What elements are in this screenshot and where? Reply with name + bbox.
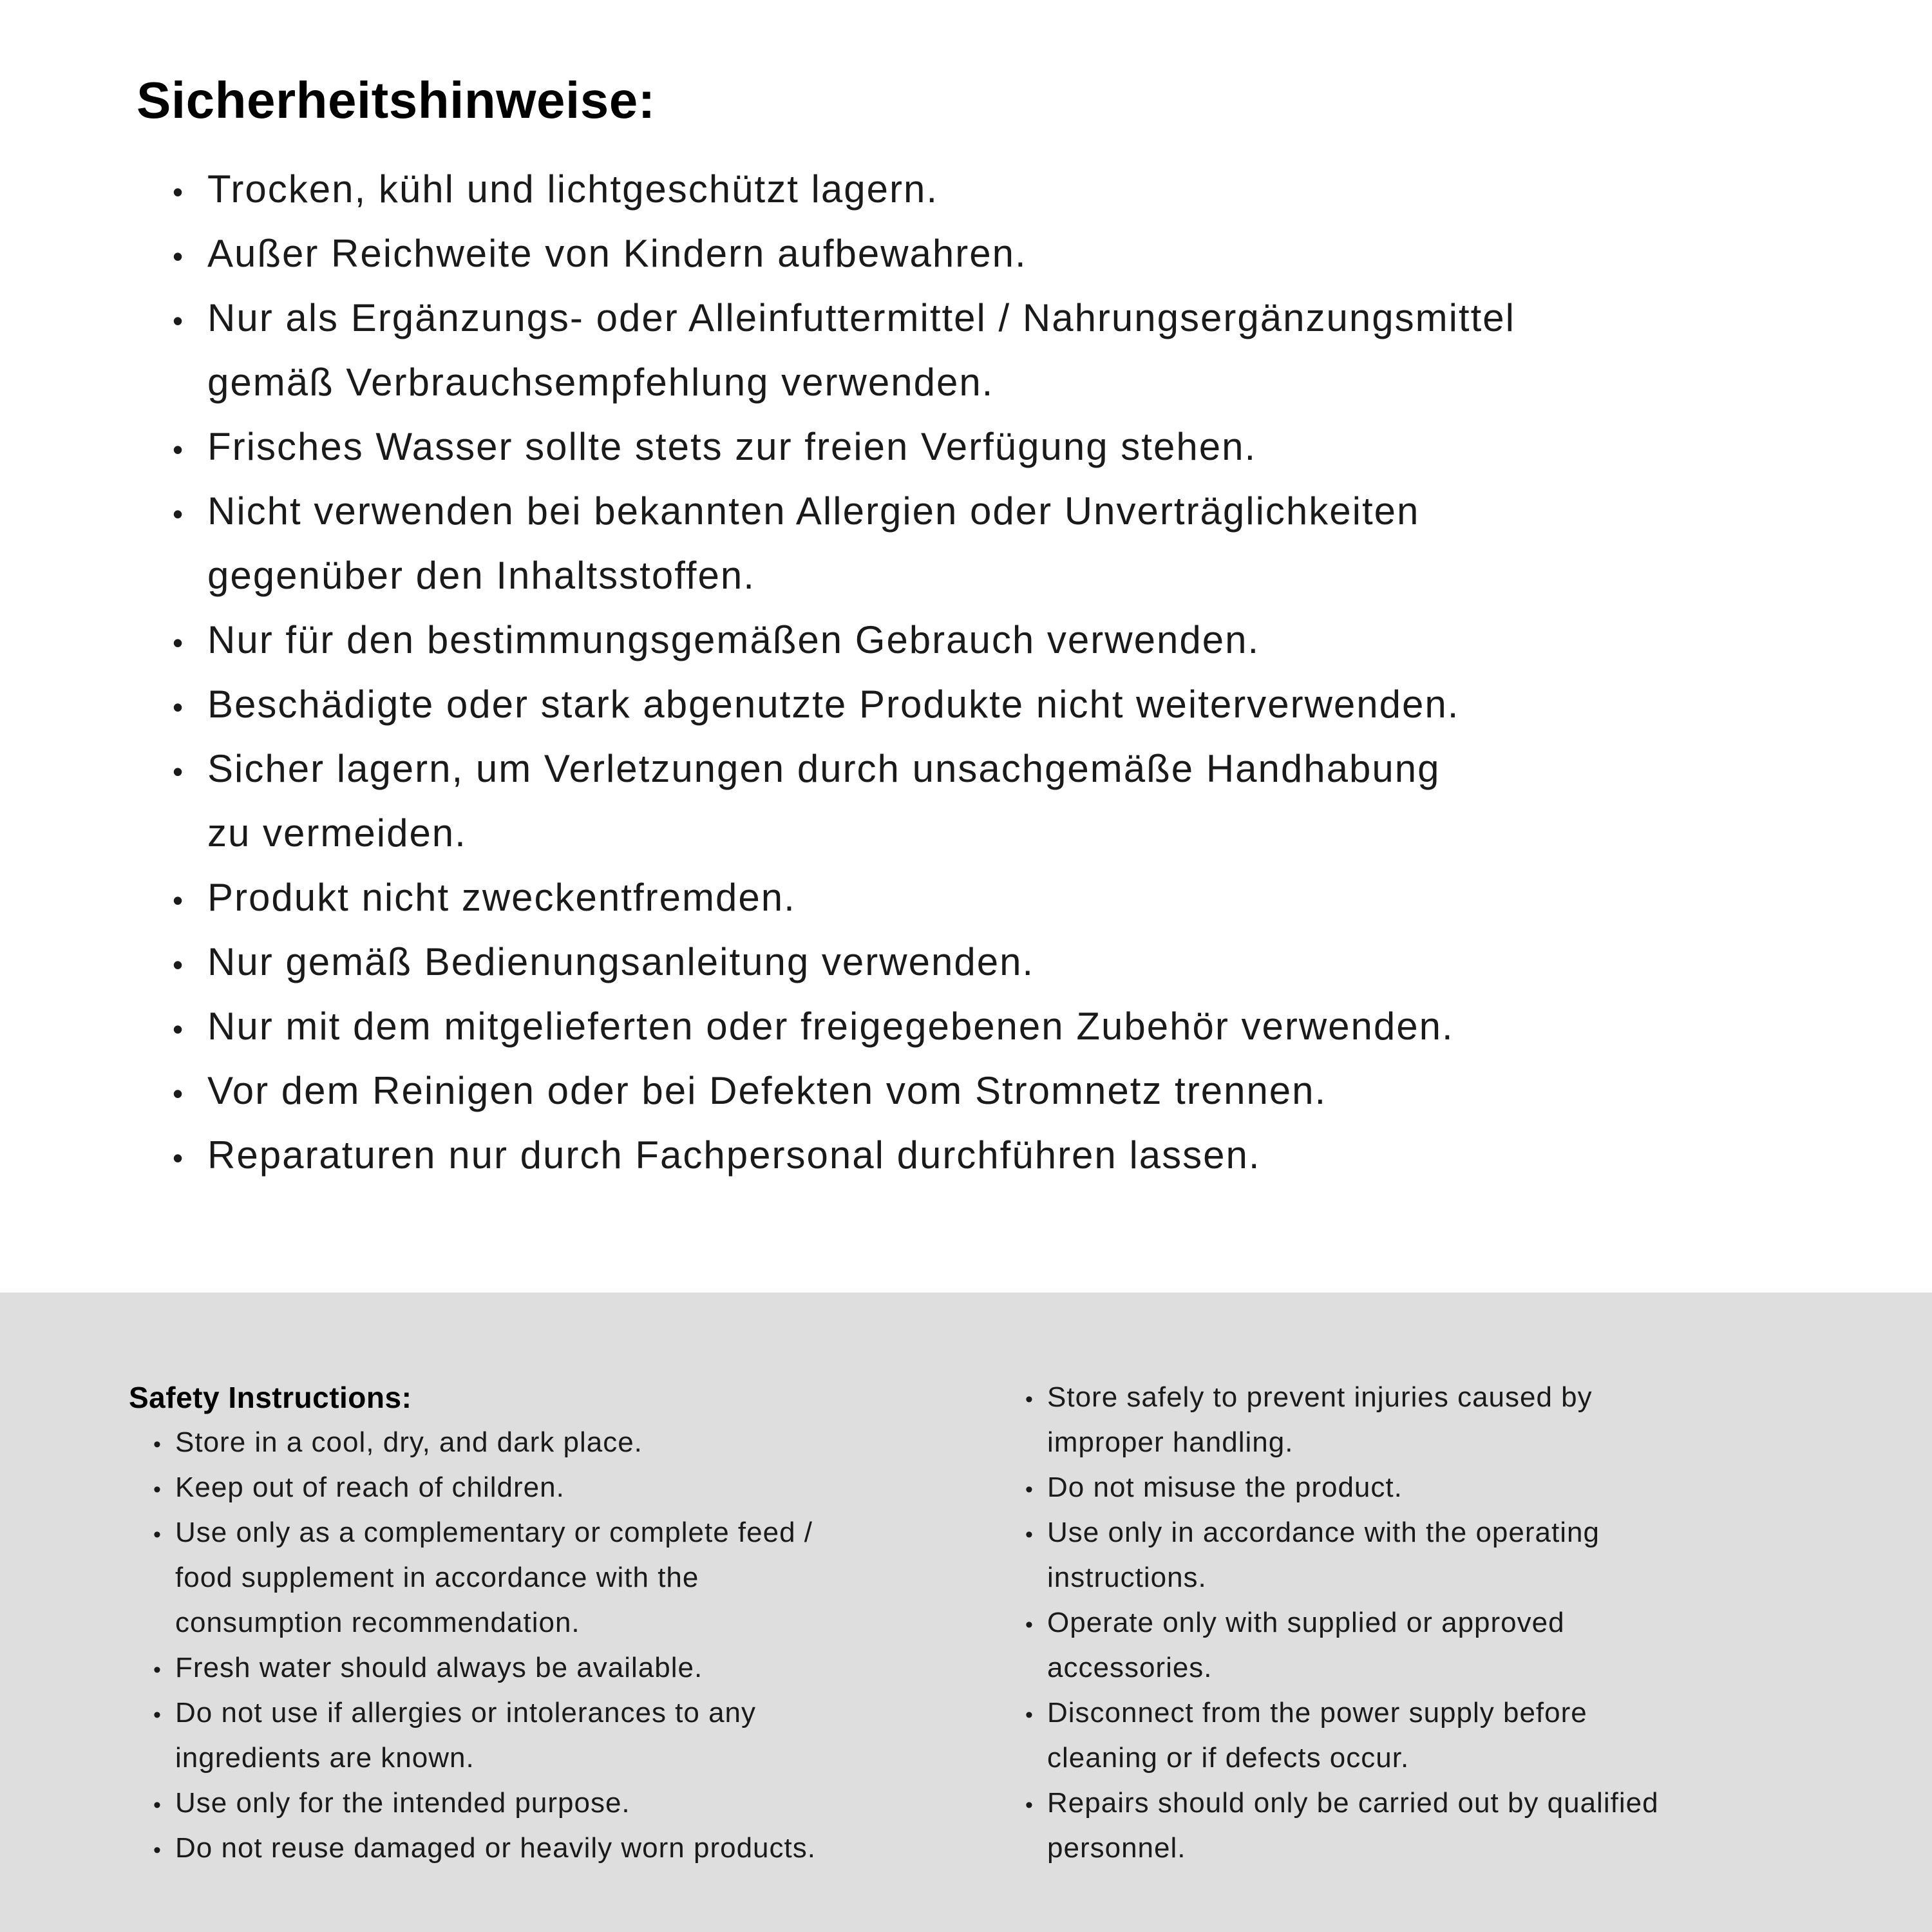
bullet-marker: • (173, 948, 184, 981)
bullet-marker: • (153, 1477, 161, 1502)
bullet-marker: • (173, 690, 184, 724)
bullet-marker: • (153, 1658, 161, 1682)
item-line: Trocken, kühl und lichtgeschützt lagern. (207, 167, 939, 211)
list-item (129, 1826, 992, 1871)
list-item-continuation (1025, 1736, 1906, 1781)
item-line: improper handling. (1047, 1426, 1294, 1458)
item-line: Vor dem Reinigen oder bei Defekten vom Stromnetz trennen. (207, 1069, 1327, 1112)
list-item (129, 1510, 992, 1555)
list-item (0, 1123, 1932, 1188)
item-line: Nur als Ergänzungs- oder Alleinfuttermittel / Nahrungsergänzungsmittel (207, 296, 1515, 339)
list-item (0, 866, 1932, 930)
list-item-continuation (129, 1600, 992, 1645)
bullet-marker: • (173, 755, 184, 788)
item-line: gegenüber den Inhaltsstoffen. (207, 554, 755, 597)
list-item-continuation (1025, 1826, 1906, 1871)
bullet-marker: • (173, 1012, 184, 1046)
bullet-marker: • (173, 884, 184, 917)
list-item-continuation (129, 1555, 992, 1600)
list-item (1025, 1465, 1906, 1510)
list-item (129, 1420, 992, 1465)
bullet-marker: • (173, 1141, 184, 1175)
list-item (0, 737, 1932, 801)
list-item (1025, 1781, 1906, 1826)
item-line: Frisches Wasser sollte stets zur freien Verfügung stehen. (207, 425, 1257, 468)
item-line: Nicht verwenden bei bekannten Allergien oder Unverträglichkeiten (207, 489, 1420, 533)
item-line: zu vermeiden. (207, 811, 467, 855)
bullet-marker: • (173, 626, 184, 659)
list-item (0, 157, 1932, 222)
list-item-continuation (0, 801, 1932, 866)
item-line: Do not use if allergies or intolerances to any (175, 1697, 757, 1728)
english-section (0, 1293, 1932, 1932)
list-item-continuation (1025, 1645, 1906, 1690)
bullet-marker: • (1025, 1793, 1033, 1817)
item-line: Nur gemäß Bedienungsanleitung verwenden. (207, 940, 1035, 983)
bullet-marker: • (1025, 1703, 1033, 1727)
item-line: instructions. (1047, 1562, 1207, 1593)
item-line: Operate only with supplied or approved (1047, 1607, 1565, 1638)
list-item (0, 672, 1932, 737)
item-line: Store in a cool, dry, and dark place. (175, 1426, 643, 1458)
bullet-marker: • (1025, 1522, 1033, 1547)
list-item (0, 930, 1932, 994)
list-item (0, 479, 1932, 544)
english-left-column (129, 1375, 992, 1932)
bullet-marker: • (173, 497, 184, 531)
list-item (0, 415, 1932, 479)
item-line: Beschädigte oder stark abgenutzte Produkte nicht weiterverwenden. (207, 683, 1460, 726)
list-item (1025, 1600, 1906, 1645)
list-item-continuation (1025, 1555, 1906, 1600)
item-line: Sicher lagern, um Verletzungen durch unsachgemäße Handhabung (207, 747, 1441, 790)
list-item (0, 286, 1932, 350)
item-line: Use only as a complementary or complete feed / (175, 1517, 813, 1548)
bullet-marker: • (173, 1077, 184, 1110)
item-line: Außer Reichweite von Kindern aufbewahren. (207, 232, 1027, 275)
item-line: Repairs should only be carried out by qualified (1047, 1787, 1659, 1819)
list-item-continuation (0, 350, 1932, 415)
list-item-continuation (1025, 1420, 1906, 1465)
item-line: Nur für den bestimmungsgemäßen Gebrauch verwenden. (207, 618, 1260, 661)
bullet-marker: • (153, 1793, 161, 1817)
bullet-marker: • (1025, 1477, 1033, 1502)
item-line: ingredients are known. (175, 1742, 475, 1774)
item-line: food supplement in accordance with the (175, 1562, 699, 1593)
bullet-marker: • (173, 433, 184, 466)
item-line: Do not reuse damaged or heavily worn products. (175, 1832, 816, 1864)
item-line: Keep out of reach of children. (175, 1472, 565, 1503)
item-line: Reparaturen nur durch Fachpersonal durchführen lassen. (207, 1133, 1261, 1177)
item-line: Fresh water should always be available. (175, 1652, 703, 1683)
list-item (129, 1465, 992, 1510)
bullet-marker: • (173, 240, 184, 273)
english-section-title: Safety Instructions: (129, 1381, 412, 1414)
list-item-continuation (129, 1736, 992, 1781)
bullet-marker: • (153, 1522, 161, 1547)
bullet-marker: • (1025, 1613, 1033, 1637)
bullet-marker: • (153, 1432, 161, 1457)
item-line: Store safely to prevent injuries caused by (1047, 1381, 1593, 1413)
german-section-title: Sicherheitshinweise: (137, 71, 656, 129)
list-item (0, 994, 1932, 1059)
item-line: consumption recommendation. (175, 1607, 580, 1638)
item-line: Nur mit dem mitgelieferten oder freigegebenen Zubehör verwenden. (207, 1005, 1454, 1048)
list-item (0, 1059, 1932, 1123)
english-right-column (992, 1375, 1906, 1932)
list-item (129, 1781, 992, 1826)
item-line: accessories. (1047, 1652, 1213, 1683)
list-item-continuation (0, 544, 1932, 608)
item-line: Do not misuse the product. (1047, 1472, 1403, 1503)
item-line: Use only for the intended purpose. (175, 1787, 630, 1819)
list-item (1025, 1510, 1906, 1555)
item-line: gemäß Verbrauchsempfehlung verwenden. (207, 361, 994, 404)
bullet-marker: • (153, 1838, 161, 1862)
list-item (129, 1690, 992, 1736)
german-bullet-list (0, 157, 1932, 1188)
item-line: cleaning or if defects occur. (1047, 1742, 1410, 1774)
bullet-marker: • (173, 304, 184, 337)
bullet-marker: • (173, 175, 184, 209)
list-item (0, 608, 1932, 672)
bullet-marker: • (153, 1703, 161, 1727)
item-line: Disconnect from the power supply before (1047, 1697, 1587, 1728)
item-line: Use only in accordance with the operating (1047, 1517, 1600, 1548)
list-item (1025, 1375, 1906, 1420)
list-item (129, 1645, 992, 1690)
list-item (1025, 1690, 1906, 1736)
item-line: personnel. (1047, 1832, 1186, 1864)
item-line: Produkt nicht zweckentfremden. (207, 876, 796, 919)
list-item (0, 222, 1932, 286)
bullet-marker: • (1025, 1387, 1033, 1412)
